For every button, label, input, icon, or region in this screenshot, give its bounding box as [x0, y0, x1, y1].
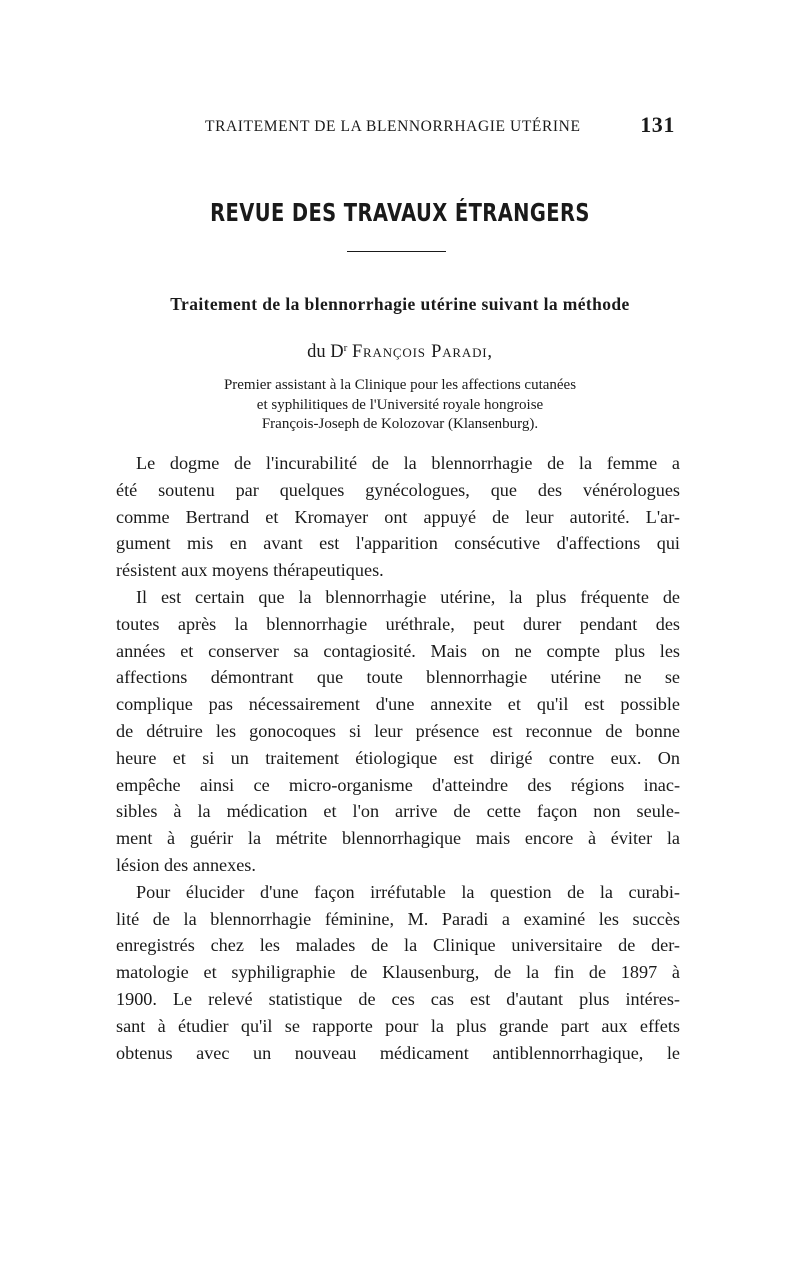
affiliation-line: et syphilitiques de l'Université royale hongroise: [256, 396, 544, 413]
text-line: comme Bertrand et Kromayer ont appuyé de leur autorité. L'ar-: [116, 506, 680, 527]
text-line: ment à guérir la métrite blennorrhagique mais encore à éviter la: [116, 828, 680, 849]
article-title: Traitement de la blennorrhagie utérine suivant la méthode: [170, 294, 630, 314]
text-line: sant à étudier qu'il se rapporte pour la plus grande part aux effets: [116, 1015, 680, 1036]
paragraph: [116, 584, 680, 879]
page-number: 131: [640, 112, 675, 137]
running-head-title: TRAITEMENT DE LA BLENNORRHAGIE UTÉRINE: [205, 118, 581, 135]
running-head: [205, 112, 675, 140]
author-line: [0, 342, 800, 363]
paragraph: [116, 450, 680, 584]
text-line: affections démontrant que toute blennorrhagie utérine ne se: [116, 667, 680, 688]
text-line: obtenus avec un nouveau médicament antiblennorrhagique, le: [116, 1042, 680, 1063]
affiliation-line: François-Joseph de Kolozovar (Klansenburg).: [261, 416, 539, 432]
text-line: enregistrés chez les malades de la Clinique universitaire de der-: [116, 935, 680, 956]
author-prefix: du D: [307, 342, 344, 362]
affiliation-line: Premier assistant à la Clinique pour les affections cutanées: [223, 377, 577, 393]
title-divider: [347, 251, 446, 252]
text-line: complique pas nécessairement d'une annexite et qu'il est possible: [116, 694, 680, 715]
text-line: 1900. Le relevé statistique de ces cas est d'autant plus intéres-: [116, 988, 680, 1009]
text-line: toutes après la blennorrhagie uréthrale, peut durer pendant des: [116, 613, 680, 634]
paragraph: [116, 879, 680, 1067]
text-line: lité de la blennorrhagie féminine, M. Paradi a examiné les succès: [116, 908, 680, 929]
text-line: lésion des annexes.: [116, 854, 256, 875]
text-line: sibles à la médication et l'on arrive de cette façon non seule-: [116, 801, 680, 822]
text-line: gument mis en avant est l'apparition consécutive d'affections qui: [116, 533, 680, 554]
author-name: François Paradi,: [351, 342, 493, 362]
text-line: de détruire les gonocoques si leur présence est reconnue de bonne: [116, 720, 680, 741]
article-body: [116, 450, 680, 1066]
text-line: Il est certain que la blennorrhagie utérine, la plus fréquente de: [136, 586, 680, 607]
text-line: matologie et syphiligraphie de Klausenburg, de la fin de 1897 à: [116, 962, 680, 983]
text-line: été soutenu par quelques gynécologues, que des vénérologues: [116, 479, 680, 500]
text-line: années et conserver sa contagiosité. Mais on ne compte plus les: [116, 640, 680, 661]
author-affiliation: [0, 376, 800, 435]
section-title: REVUE DES TRAVAUX ÉTRANGERS: [210, 198, 590, 227]
text-line: Le dogme de l'incurabilité de la blennorrhagie de la femme a: [136, 453, 680, 473]
text-line: heure et si un traitement étiologique est dirigé contre eux. On: [116, 747, 680, 768]
author-title-superscript: r: [343, 342, 348, 354]
text-line: empêche ainsi ce micro-organisme d'atteindre des régions inac-: [116, 774, 680, 795]
text-line: résistent aux moyens thérapeutiques.: [116, 560, 384, 581]
text-line: Pour élucider d'une façon irréfutable la question de la curabi-: [136, 881, 680, 902]
